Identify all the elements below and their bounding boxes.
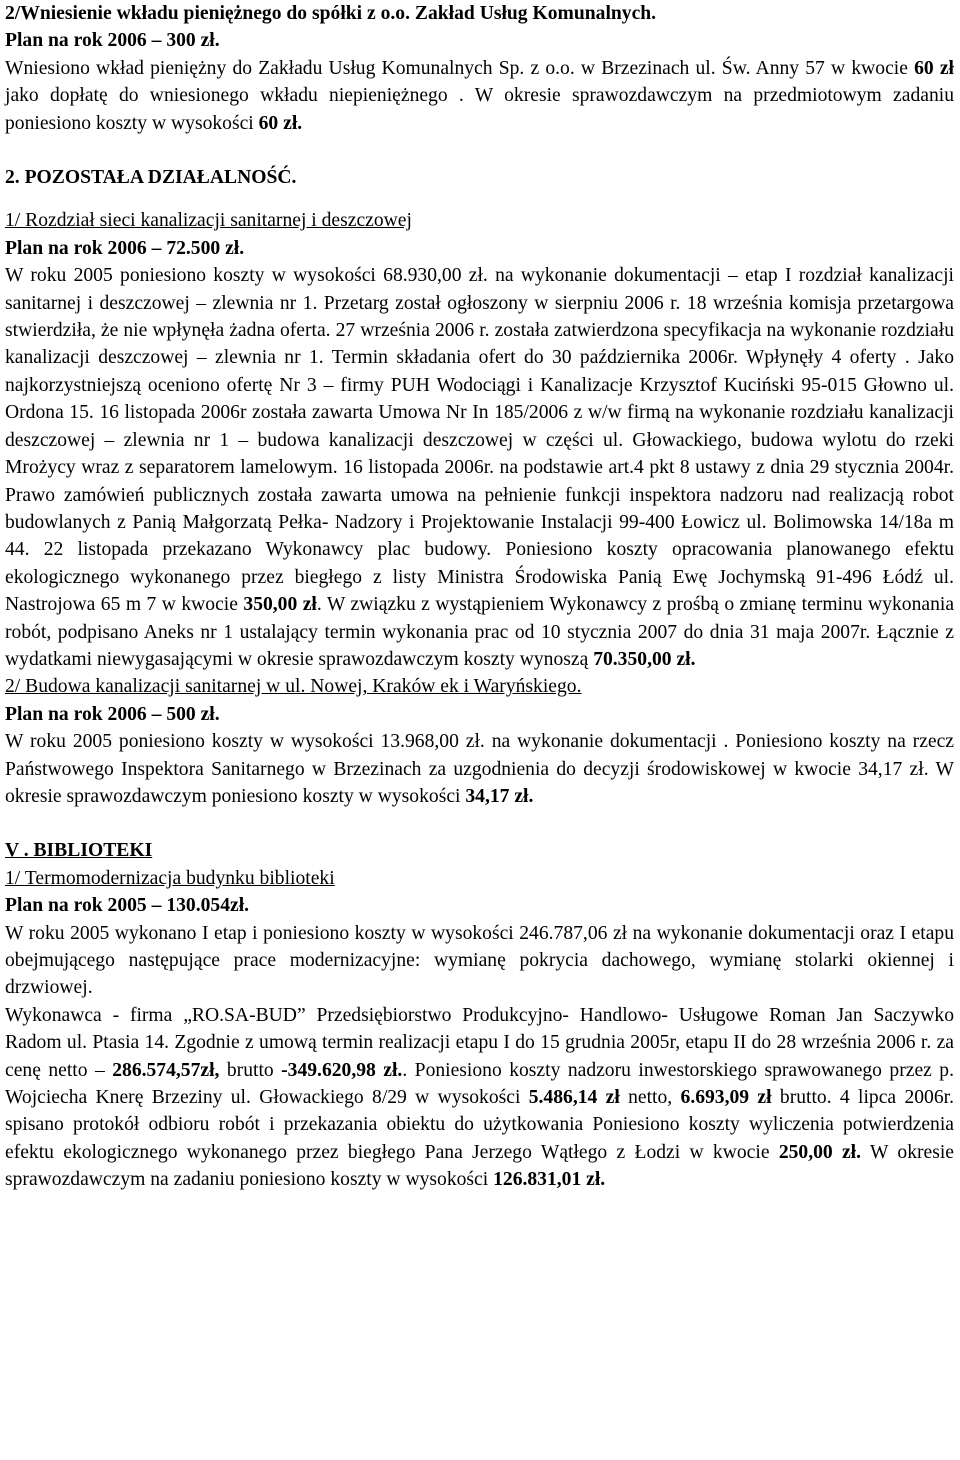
text-run: netto, [619, 1087, 681, 1109]
text-run: jako dopłatę do wniesionego wkładu niepieniężnego . W okresie sprawozdawczym na przedmiotowym zadaniu poniesiono koszty w wysokości [5, 85, 954, 134]
text-run: . Poniesiono koszty nadzoru inwestorskiego sprawowanego przez p. Wojciecha Knerę Brzeziny ul. Głowackiego 8/29 w wysokości [5, 1059, 954, 1109]
text-run: Wniesiono wkład pieniężny do Zakładu Usług Komunalnych Sp. z o.o. w Brzezinach ul. Św. Anny 57 w kwocie [5, 57, 915, 79]
subsection-title: 1/ Termomodernizacja budynku biblioteki [5, 867, 335, 889]
section-heading: 2. POZOSTAŁA DZIAŁALNOŚĆ. [5, 167, 297, 189]
plan-line: Plan na rok 2006 – 500 zł. [5, 703, 220, 725]
text-run: W okresie sprawozdawczym na zadaniu poniesiono koszty w wysokości [5, 1141, 954, 1191]
text-run: Wykonawca - firma „RO.SA-BUD” Przedsiębiorstwo Produkcyjno- Handlowo- Usługowe Roman Jan Saczywko Radom ul. Ptasia 14. Zgodnie z umową termin realizacji etapu I do 15 grudnia 2005r, etapu II do 28 września 2006 r. za cenę netto – [5, 1004, 954, 1081]
amount: 250,00 zł. [778, 1141, 862, 1163]
section-heading: V . BIBLIOTEKI [5, 840, 153, 862]
text-run: W roku 2005 poniesiono koszty w wysokości 13.968,00 zł. na wykonanie dokumentacji . Poniesiono koszty na rzecz Państwowego Inspektora Sanitarnego w Brzezinach za uzgodnienia do decyzji środowiskowej w kwocie 34,17 zł. W okresie sprawozdawczym poniesiono koszty w wysokości [5, 731, 954, 807]
amount: -349.620,98 zł. [281, 1059, 403, 1081]
text-run: W roku 2005 poniesiono koszty w wysokości 68.930,00 zł. na wykonanie dokumentacji – etap I rozdział kanalizacji sanitarnej i deszczowej – zlewnia nr 1. Przetarg został ogłoszony w sierpniu 2006 r. 18 września komisja przetargowa stwierdziła, że nie wpłynęła żadna oferta. 27 września 2006 r. została zatwierdzona specyfikacja na wykonanie rozdziału kanalizacji deszczowej – zlewnia nr 1. Termin składania ofert do 30 października 2006r. Wpłynęły 4 oferty . Jako najkorzystniejszą oceniono ofertę Nr 3 – firmy PUH Wodociągi i Kanalizacje Krzysztof Kuciński 95-015 Głowno ul. Ordona 15. 16 listopada 2006r została zawarta Umowa Nr In 185/2006 z w/w firmą na wykonanie rozdziału kanalizacji deszczowej – zlewnia nr 1 – budowa kanalizacji deszczowej w części ul. Głowackiego, budowa wylotu do rzeki Mrożycy wraz z separatorem lamelowym. 16 listopada 2006r. na podstawie art.4 pkt 8 ustawy z dnia 29 stycznia 2004r. Prawo zamówień publicznych została zawarta umowa na pełnienie funkcji inspektora nadzoru nad realizacją robot budowlanych z Panią Małgorzatą Pełka- Nadzory i Projektowanie Instalacji 99-400 Łowicz ul. Bolimowska 14/18a m 44. 22 listopada przekazano Wykonawcy plac budowy. Poniesiono koszty opracowania planowanego efektu ekologicznego wykonanego przez biegłego z listy Ministra Środowiska Panią Ewę Jochymską 91-496 Łódź ul. Nastrojowa 65 m 7 w kwocie [5, 265, 954, 616]
amount: 34,17 zł. [465, 785, 534, 807]
section-biblioteki [5, 837, 954, 1193]
text-run: brutto [219, 1059, 282, 1081]
paragraph [5, 728, 954, 810]
plan-line: Plan na rok 2006 – 300 zł. [5, 30, 220, 52]
paragraph [5, 55, 954, 137]
amount: 126.831,01 zł. [493, 1169, 606, 1191]
paragraph [5, 1002, 954, 1194]
paragraph: W roku 2005 wykonano I etap i poniesiono koszty w wysokości 246.787,06 zł na wykonanie dokumentacji oraz I etapu obejmującego następujące prace modernizacyjne: wymianę pokrycia dachowego, wymianę stolarki okiennej i drzwiowej. [5, 922, 954, 999]
subsection-title: 1/ Rozdział sieci kanalizacji sanitarnej i deszczowej [5, 210, 412, 232]
section-title: 2/Wniesienie wkładu pieniężnego do spółki z o.o. Zakład Usług Komunalnych. [5, 3, 657, 24]
amount: 5.486,14 zł [528, 1087, 620, 1109]
paragraph [5, 262, 954, 673]
amount: 60 zł. [258, 112, 303, 134]
subsection-title: 2/ Budowa kanalizacji sanitarnej w ul. Nowej, Kraków ek i Waryńskiego. [5, 676, 582, 698]
section-wklad-pieniezny [5, 0, 954, 137]
text-run: . W związku z wystąpieniem Wykonawcy z prośbą o zmianę terminu wykonania robót, podpisano Aneks nr 1 ustalający termin wykonania prac od 10 stycznia 2007 do dnia 31 maja 2007r. Łącznie z wydatkami niewygasającymi w okresie sprawozdawczym koszty wynoszą [5, 594, 955, 670]
text-run: brutto. 4 lipca 2006r. spisano protokół odbioru robót i przekazania obiektu do użytkowania Poniesiono koszty wyliczenia potwierdzenia efektu ekologicznego wykonanego przez biegłego Pana Jerzego Wątłego z Łodzi w kwocie [5, 1087, 954, 1163]
section-pozostala-dzialalnosc [5, 164, 954, 810]
amount: 70.350,00 zł. [593, 648, 696, 670]
amount: 286.574,57zł, [112, 1059, 220, 1081]
amount: 6.693,09 zł [680, 1087, 772, 1109]
amount: 60 zł [914, 57, 954, 79]
plan-line: Plan na rok 2005 – 130.054zł. [5, 895, 250, 917]
plan-line: Plan na rok 2006 – 72.500 zł. [5, 237, 245, 259]
amount: 350,00 zł [243, 594, 317, 616]
